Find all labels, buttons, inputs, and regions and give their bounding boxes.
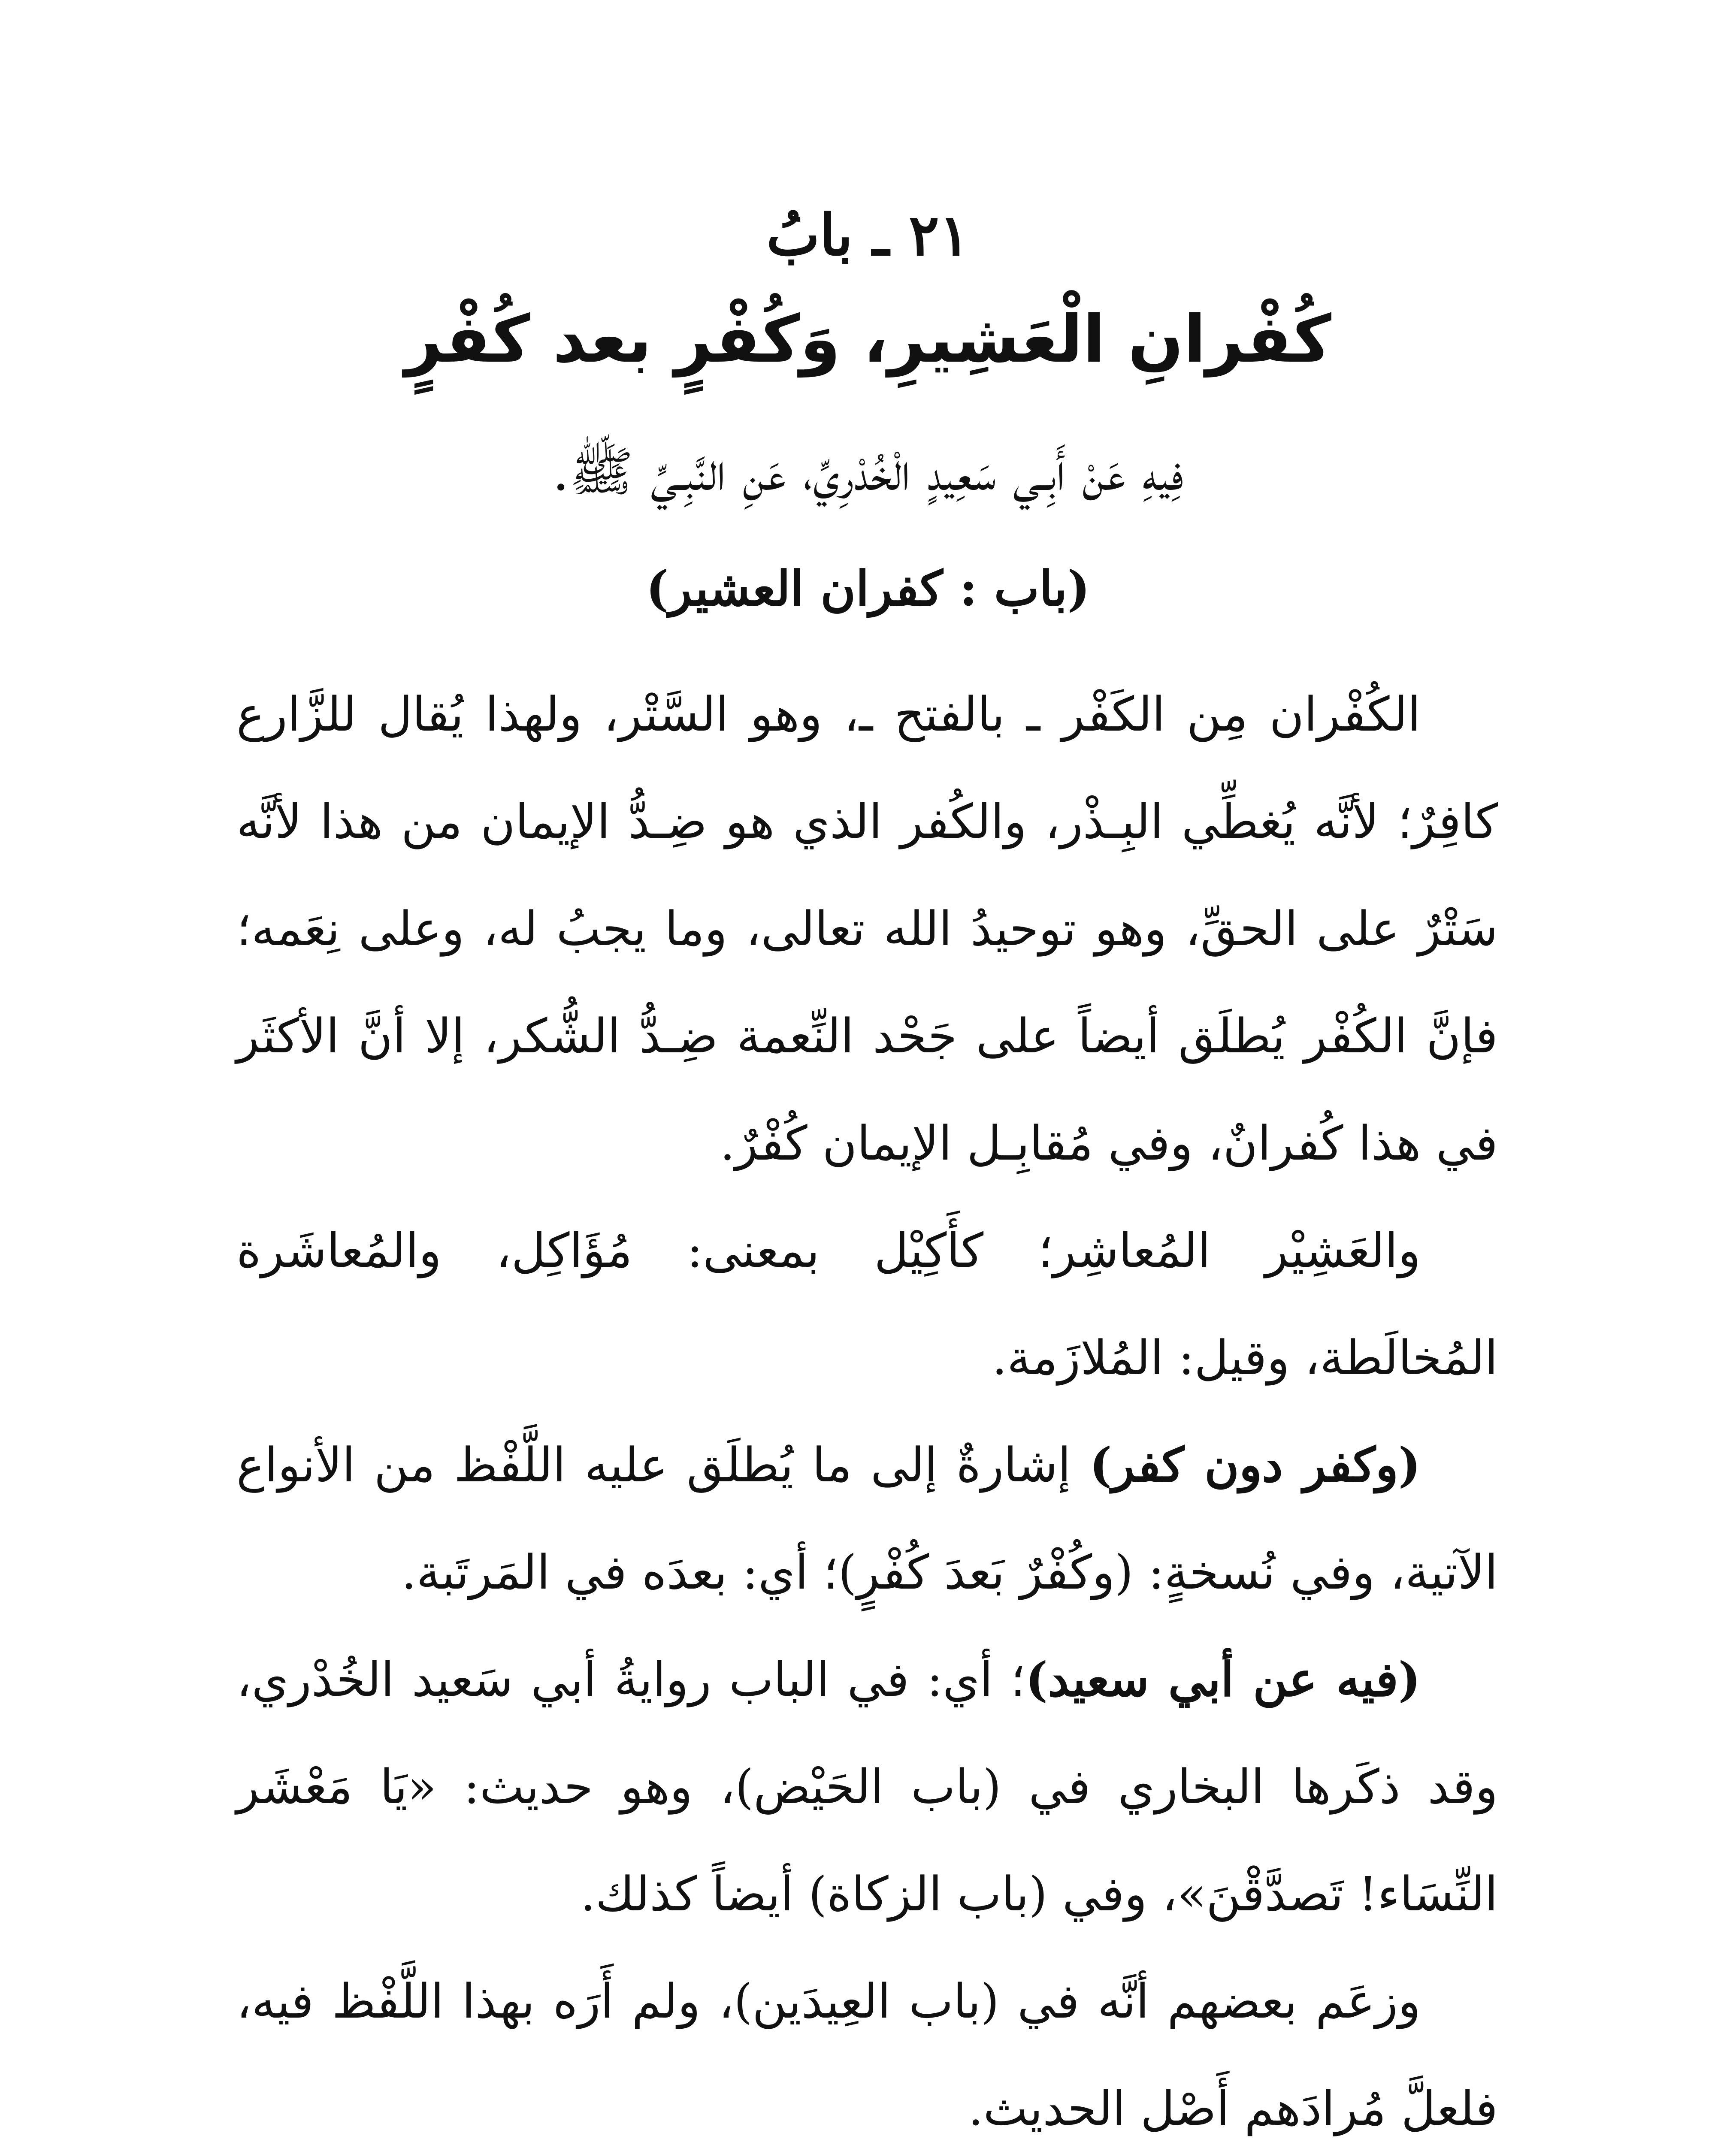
chapter-title: كُفْرانِ الْعَشِيرِ، وَكُفْرٍ بعد كُفْرٍ xyxy=(405,301,1331,377)
paragraph-lead: (فيه عن أبي سعيد) xyxy=(1025,1652,1421,1707)
paragraph xyxy=(236,1948,1498,2145)
paragraph-text: والعَشِيْر المُعاشِر؛ كأَكِيْل بمعنى: مُؤَاكِل، والمُعاشَرة المُخالَطة، وقيل: المُلازَمة. xyxy=(236,1223,1498,1385)
paragraph xyxy=(236,661,1498,1197)
paragraph-text: ؛ أي: في الباب روايةُ أبي سَعيد الخُدْري، وقد ذكَرها البخاري في (باب الحَيْض)، وهو حديث: «يَا مَعْشَر النِّسَاء! تَصدَّقْنَ»، وفي (باب الزكاة) أيضاً كذلك. xyxy=(236,1652,1498,1921)
chapter-subtitle: فِيهِ عَنْ أَبِـي سَعِيدٍ الْخُدْرِيِّ، عَنِ النَّبِـيِّ ﷺ. xyxy=(552,441,1184,503)
paragraph xyxy=(236,1411,1498,1626)
paragraph xyxy=(236,1197,1498,1411)
paragraph xyxy=(236,1626,1498,1948)
paragraph-text: وزعَم بعضهم أنَّه في (باب العِيدَين)، ولم أَرَه بهذا اللَّفْظ فيه، فلعلَّ مُرادَهم أَصْل الحديث. xyxy=(236,1974,1498,2136)
paragraph-text: إشارةٌ إلى ما يُطلَق عليه اللَّفْظ من الأنواع الآتية، وفي نُسخةٍ: (وكُفْرٌ بَعدَ كُفْرٍ)؛ أي: بعدَه في المَرتَبة. xyxy=(236,1438,1498,1600)
section-heading: (باب : كفران العشير) xyxy=(646,561,1090,617)
paragraph-text: الكُفْران مِن الكَفْر ـ بالفتح ـ، وهو السَّتْر، ولهذا يُقال للزَّارع كافِرٌ؛ لأنَّه يُغطِّي البِـذْر، والكُفر الذي هو ضِـدُّ الإيمان من هذا لأنَّه سَتْرٌ على الحقِّ، وهو توحيدُ الله تعالى، وما يجبُ له، وعلى نِعَمه؛ فإنَّ الكُفْر يُطلَق أيضاً على جَحْد النِّعمة ضِـدُّ الشُّكر، إلا أنَّ الأكثَر في هذا كُفرانٌ، وفي مُقابِـل الإيمان كُفْرٌ. xyxy=(236,687,1498,1171)
chapter-number: ٢١ ـ بابُ xyxy=(766,202,970,269)
paragraph-lead: (وكفر دون كفر) xyxy=(1089,1437,1421,1492)
body-text xyxy=(236,661,1498,2145)
